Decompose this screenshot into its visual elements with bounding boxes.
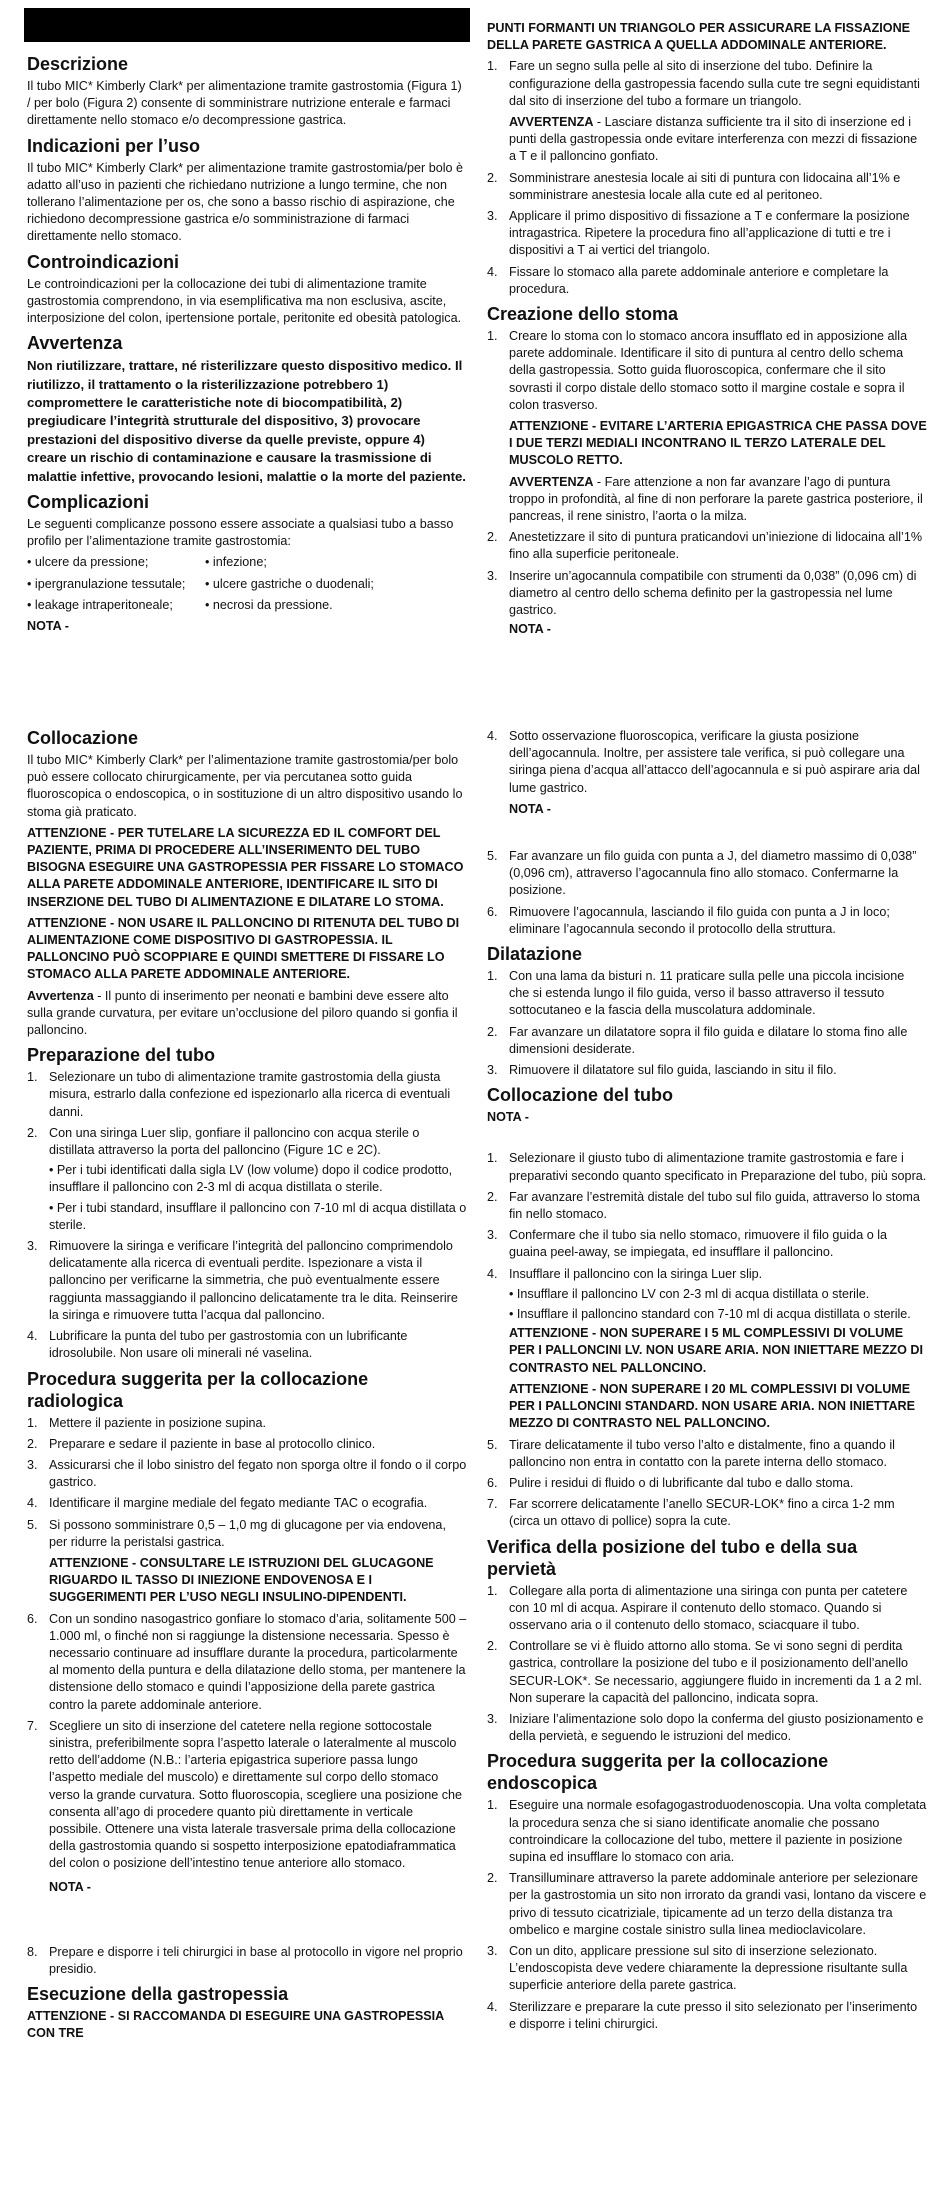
heading-stoma: Creazione dello stoma	[487, 304, 679, 325]
list-item: 3. Assicurarsi che il lobo sinistro del fegato non sporga oltre il fondo o il corpo gastrico.	[27, 1457, 467, 1490]
heading-complicazioni: Complicazioni	[27, 492, 150, 513]
heading-controindicazioni: Controindicazioni	[27, 251, 179, 272]
list-item: 7. Scegliere un sito di inserzione del catetere nella regione sottocostale sinistra, preferibilmente sopra l’aspetto laterale o lateralmente al muscolo retto dell’addome (N.B.: l’arteria epigastrica superiore passa lungo l’aspetto mediale del muscolo) e direttamente sul corpo dello stomaco verso la grande curvatura. Sotto fluoroscopia, scegliere una posizione che consenta all’ago di procedere quanto più direttamente in verticale possibile. Ottenere una vista laterale trasversale prima della collocazione della gastrostomia quando si sospetto interposizione epatodiaframmatica del colon o posizione dell’intestino tenue anteriore allo stomaco. NOTA -	[27, 1718, 467, 1896]
list-item: 2. Controllare se vi è fluido attorno allo stoma. Se vi sono segni di perdita gastrica, controllare la posizione del tubo e il posizionamento dell’anello SECUR-LOK*. Se necessario, aggiungere fluido in incrementi da 1 a 2 ml. Non superare la capacità del palloncino, indicata sopra.	[487, 1639, 923, 1705]
note-complicazioni: NOTA -	[27, 619, 69, 634]
heading-endoscopica: Procedura suggerita per la collocazione endoscopica	[487, 1751, 829, 1794]
sub-item: • Per i tubi identificati dalla sigla LV (low volume) dopo il codice prodotto, insufflare il palloncino con 2-3 ml di acqua distillata o sterile.	[49, 1163, 453, 1195]
heading-preparazione: Preparazione del tubo	[27, 1045, 216, 1066]
text-collocazione: Il tubo MIC* Kimberly Clark* per l’alimentazione tramite gastrostomia/per bolo può essere collocato chirurgicamente, per via percutanea sotto guida fluoroscopica o endoscopica, o in sostituzione di un altro dispositivo usando lo stoma già praticato.	[27, 753, 463, 819]
sub-item: • Per i tubi standard, insufflare il palloncino con 7-10 ml di acqua distillata o sterile.	[49, 1200, 467, 1232]
heading-verifica: Verifica della posizione del tubo e della sua pervietà	[487, 1536, 858, 1579]
list-item: 5. Far avanzare un filo guida con punta a J, del diametro massimo di 0,038” (0,096 cm), attraverso l’agocannula fino allo stomaco. Confermarne la posizione.	[487, 849, 917, 898]
list-item: 1. Creare lo stoma con lo stomaco ancora insufflato ed in apposizione alla parete addominale. Identificare il sito di puntura al centro dello schema della gastropessia. Sotto guida fluoroscopica, confermare che il sito sovrasti il corpo distale dello stomaco sotto il margine costale e sopra il colon trasverso. ATTENZIONE - EVITARE L’ARTERIA EPIGASTRICA CHE PASSA DOVE I DUE TERZI MEDIALI INCONTRANO IL TERZO LATERALE DEL MUSCOLO RETTO. AVVERTENZA - Fare attenzione a non far avanzare l’ago di puntura troppo in profondità, al fine di non perforare la parete gastrica posteriore, il pancreas, il rene sinistro, l’aorta o la milza.	[487, 328, 927, 525]
list-item: 3. Rimuovere la siringa e verificare l’integrità del palloncino comprimendolo delicatamente alla ricerca di eventuali perdite. Ispezionare a vista il palloncino per verificarne la simmetria, che può eventualmente essere raggiunta massaggiando il palloncino delicatamente tra le dita. Reinserire la siringa e rimuovere tutta l’acqua dal palloncino.	[27, 1239, 458, 1322]
note: NOTA -	[487, 1110, 529, 1125]
list-item: 5. Tirare delicatamente il tubo verso l’alto e distalmente, fino a quando il palloncino non entra in contatto con la parete interna dello stomaco.	[487, 1437, 895, 1469]
caution-gastropessia-tre: ATTENZIONE - SI RACCOMANDA DI ESEGUIRE UNA GASTROPESSIA CON TRE	[27, 2009, 444, 2041]
list-item: 3. Con un dito, applicare pressione sul sito di inserzione selezionato. L’endoscopista deve vedere chiaramente la depressione risultante sulla superficie anteriore della parete gastrica.	[487, 1943, 908, 1993]
text-avvertenza: Non riutilizzare, trattare, né risterilizzare questo dispositivo medico. Il riutilizzo, il trattamento o la risterilizzazione potrebbero 1) compromettere le caratteristiche note di biocompatibilità, 2) pregiudicare l’integrità strutturale del dispositivo, 3) provocare prestazioni del dispositivo diverse da quelle previste, oppure 4) creare un rischio di contaminazione e causare la trasmissione di malattie infettive, provocando lesioni, malattie o la morte del paziente.	[27, 358, 466, 484]
list-item: 1. Con una lama da bisturi n. 11 praticare sulla pelle una piccola incisione che si estenda lungo il filo guida, verso il basso attraverso il tessuto sottocutaneo e la fascia della muscolatura addominale.	[487, 969, 905, 1018]
caution-palloncino: ATTENZIONE - NON USARE IL PALLONCINO DI RITENUTA DEL TUBO DI ALIMENTAZIONE COME DISPOSITIVO DI GASTROPESSIA. IL PALLONCINO PUÒ SCOPPIARE E QUINDI SMETTERE DI FISSARE LO STOMACO ALLA PARETE ADDOMINALE ANTERIORE.	[27, 915, 460, 982]
list-item: 2. Somministrare anestesia locale ai siti di puntura con lidocaina all’1% e somministrare anestesia locale alla cute ed al peritoneo.	[487, 170, 901, 202]
heading-indicazioni: Indicazioni per l’uso	[27, 135, 201, 156]
list-item: 4. Sotto osservazione fluoroscopica, verificare la giusta posizione dell’agocannula. Inoltre, per assistere tale verifica, si può collegare una siringa piena d’acqua all’attacco dell’agocannula e si può aspirare aria dal lume gastrico. NOTA -	[487, 728, 927, 818]
caution-arteria: ATTENZIONE - EVITARE L’ARTERIA EPIGASTRICA CHE PASSA DOVE I DUE TERZI MEDIALI INCONTRANO IL TERZO LATERALE DEL MUSCOLO RETTO.	[509, 419, 927, 468]
heading-descrizione: Descrizione	[27, 54, 129, 74]
right-column-bottom	[487, 728, 927, 2037]
list-preparazione	[27, 1069, 467, 1362]
list-item: 8. Prepare e disporre i teli chirurgici in base al protocollo in vigore nel proprio presidio.	[27, 1944, 463, 1976]
list-item: 6. Con un sondino nasogastrico gonfiare lo stomaco d’aria, solitamente 500 – 1.000 ml, o finché non si raggiunge la distensione necessaria. Spesso è necessario continuare ad insufflare durante la procedura, particolarmente al momento della puntura e della dilatazione dello stoma, per mantenere la distensione dello stomaco e quindi l’apposizione della parete gastrica contro la parete addominale anteriore.	[27, 1611, 467, 1712]
list-item: • necrosi da pressione.	[205, 597, 333, 612]
caution-glucagone: ATTENZIONE - CONSULTARE LE ISTRUZIONI DEL GLUCAGONE RIGUARDO IL TASSO DI INIEZIONE ENDOVENOSA E I SUGGERIMENTI PER L’USO NEGLI INSULINO-DIPENDENTI.	[49, 1555, 434, 1605]
list-gastropessia	[487, 58, 927, 298]
text-descrizione: Il tubo MIC* Kimberly Clark* per alimentazione tramite gastrostomia (Figura 1) / per bolo (Figura 2) consente di somministrare nutrizione enterale e farmaci direttamente nello stomaco e/o decompressione gastrica.	[27, 79, 462, 128]
list-item: • ipergranulazione tessutale;	[27, 576, 186, 591]
list-item: 4. Sterilizzare e preparare la cute presso il sito selezionato per l’inserimento e disporre i telini chirurgici.	[487, 1999, 918, 2031]
right-column-top	[487, 20, 927, 643]
list-item: 4. Identificare il margine mediale del fegato mediante TAC o ecografia.	[27, 1496, 428, 1511]
list-endoscopica	[487, 1797, 927, 2033]
note: NOTA -	[509, 801, 551, 816]
left-column-top	[27, 48, 467, 635]
heading-collocazione: Collocazione	[27, 728, 139, 748]
list-item: 2. Anestetizzare il sito di puntura praticandovi un’iniezione di lidocaina all’1% fino alla superficie peritoneale.	[487, 530, 923, 562]
text-controindicazioni: Le controindicazioni per la collocazione dei tubi di alimentazione tramite gastrostomia comprendono, in via esemplificativa ma non esclusiva, ascite, interposizione del colon, ipertensione portale, peritonite ed obesità patologica.	[27, 276, 462, 326]
complications-list	[27, 554, 467, 614]
list-item: 1. Collegare alla porta di alimentazione una siringa con punta per catetere con 10 ml di acqua. Aspirare il contenuto dello stomaco. Quando si osservano aria o il contenuto dello stomaco, sciacquare il tubo.	[487, 1583, 908, 1632]
sub-item: • Insufflare il palloncino standard con 7-10 ml di acqua distillata o sterile.	[509, 1307, 911, 1322]
list-item: 3. Rimuovere il dilatatore sul filo guida, lasciando in situ il filo.	[487, 1063, 837, 1078]
heading-radiologica: Procedura suggerita per la collocazione radiologica	[27, 1368, 369, 1411]
heading-esecuzione-gastropessia: Esecuzione della gastropessia	[27, 1984, 289, 2005]
warning-neonati	[27, 988, 467, 1040]
list-stoma	[487, 328, 927, 638]
heading-collocazione-tubo: Collocazione del tubo	[487, 1085, 674, 1106]
list-item: 3. Inserire un’agocannula compatibile con strumenti da 0,038” (0,096 cm) di diametro al centro dello schema definito per la gastropessia nel lume gastrico. NOTA -	[487, 568, 927, 639]
header-black-bar	[24, 8, 470, 42]
list-item: 2. Transilluminare attraverso la parete addominale anteriore per selezionare per la gastrostomia un sito non irrorato da grandi vasi, lontano da viscere e privo di tessuto cicatriziale, tipicamente ad un terzo della distanza tra ombelico e margine costale sinistro sulla linea medioclavicolare.	[487, 1871, 927, 1937]
note: NOTA -	[49, 1879, 91, 1894]
list-item: 4. Insufflare il palloncino con la siringa Luer slip. • Insufflare il palloncino LV con 2-3 ml di acqua distillata o sterile. • Insufflare il palloncino standard con 7-10 ml di acqua distillata o sterile. ATTENZIONE - NON SUPERARE I 5 ML COMPLESSIVI DI VOLUME PER I PALLONCINI LV. NON USARE ARIA. NON INIETTARE MEZZO DI CONTRASTO NEL PALLONCINO. ATTENZIONE - NON SUPERARE I 20 ML COMPLESSIVI DI VOLUME PER I PALLONCINI STANDARD. NON USARE ARIA. NON INIETTARE MEZZO DI CONTRASTO NEL PALLONCINO.	[487, 1266, 927, 1433]
list-item: 3. Iniziare l’alimentazione solo dopo la conferma del giusto posizionamento e della pervietà, e seguendo le istruzioni del medico.	[487, 1711, 924, 1744]
left-column-bottom	[27, 722, 467, 2047]
list-item: 2. Far avanzare l’estremità distale del tubo sul filo guida, attraverso lo stoma fin nello stomaco.	[487, 1189, 920, 1222]
list-item: 7. Far scorrere delicatamente l’anello SECUR-LOK* fino a circa 1-2 mm (circa un ottavo di pollice) sopra la cute.	[487, 1497, 895, 1529]
warning: AVVERTENZA - Fare attenzione a non far avanzare l’ago di puntura troppo in profondità, al fine di non perforare la parete gastrica posteriore, il pancreas, il rene sinistro, l’aorta o la milza.	[509, 474, 923, 524]
list-item: 6. Pulire i residui di fluido o di lubrificante dal tubo e dallo stoma.	[487, 1475, 854, 1490]
caution-gastropessia: ATTENZIONE - PER TUTELARE LA SICUREZZA ED IL COMFORT DEL PAZIENTE, PRIMA DI PROCEDERE ALL’INSERIMENTO DEL TUBO BISOGNA ESEGUIRE UNA GASTROPESSIA PER FISSARE LO STOMACO ALLA PARETE ADDOMINALE ANTERIORE, IDENTIFICARE IL SITO DI INSERZIONE DEL TUBO DI ALIMENTAZIONE E DILATARE LO STOMA.	[27, 825, 464, 909]
list-item: 6. Rimuovere l’agocannula, lasciando il filo guida con punta a J in loco; eliminare l’agocannula secondo il protocollo della struttura.	[487, 904, 890, 936]
list-item: 1. Fare un segno sulla pelle al sito di inserzione del tubo. Definire la configurazione della gastropessia facendo sulla cute tre segni equidistanti dal sito di inserzione del tubo a formare un triangolo. AVVERTENZA - Lasciare distanza sufficiente tra il sito di inserzione ed i punti della gastropessia onde evitare interferenza con mezzi di fissazione a T e il palloncino gonfiato.	[487, 58, 927, 165]
list-item: 4. Fissare lo stomaco alla parete addominale anteriore e completare la procedura.	[487, 264, 889, 296]
warning: AVVERTENZA - Lasciare distanza sufficiente tra il sito di inserzione ed i punti della gastropessia onde evitare interferenza con mezzi di fissazione a T e il palloncino gonfiato.	[509, 115, 918, 164]
list-verifica	[487, 1583, 927, 1746]
caution-continued: PUNTI FORMANTI UN TRIANGOLO PER ASSICURARE LA FISSAZIONE DELLA PARETE GASTRICA A QUELLA ADDOMINALE ANTERIORE.	[487, 21, 911, 53]
list-collocazione-tubo	[487, 1150, 927, 1530]
list-item: 2. Far avanzare un dilatatore sopra il filo guida e dilatare lo stoma fino alle dimensioni desiderate.	[487, 1024, 908, 1056]
list-item: 1. Mettere il paziente in posizione supina.	[27, 1415, 267, 1430]
heading-dilatazione: Dilatazione	[487, 944, 583, 965]
list-dilatazione	[487, 968, 927, 1079]
list-item: 3. Confermare che il tubo sia nello stomaco, rimuovere il filo guida o la guaina peel-away, se impiegata, ed insufflare il palloncino.	[487, 1228, 887, 1260]
text-complicazioni: Le seguenti complicanze possono essere associate a qualsiasi tubo a basso profilo per l’alimentazione tramite gastrostomia:	[27, 517, 454, 549]
heading-avvertenza: Avvertenza	[27, 333, 123, 354]
list-item: • ulcere da pressione;	[27, 555, 149, 570]
list-item: • infezione;	[205, 555, 267, 570]
caution-standard: ATTENZIONE - NON SUPERARE I 20 ML COMPLESSIVI DI VOLUME PER I PALLONCINI STANDARD. NON USARE ARIA. NON INIETTARE MEZZO DI CONTRASTO NEL PALLONCINO.	[509, 1381, 916, 1431]
list-item: • leakage intraperitoneale;	[27, 597, 173, 612]
list-item: 4. Lubrificare la punta del tubo per gastrostomia con un lubrificante idrosolubile. Non usare oli minerali né vaselina.	[27, 1329, 408, 1361]
text-indicazioni: Il tubo MIC* Kimberly Clark* per alimentazione tramite gastrostomia/per bolo è adatto all’uso in pazienti che richiedano nutrizione a lungo termine, che non tollerano l’alimentazione per os, che sono a basso rischio di aspirazione, che richiedono decompressione gastrica e/o somministrazione di farmaci direttamente nello stomaco.	[27, 160, 464, 244]
sub-item: • Insufflare il palloncino LV con 2-3 ml di acqua distillata o sterile.	[509, 1286, 870, 1301]
caution-lv: ATTENZIONE - NON SUPERARE I 5 ML COMPLESSIVI DI VOLUME PER I PALLONCINI LV. NON USARE ARIA. NON INIETTARE MEZZO DI CONTRASTO NEL PALLONCINO.	[509, 1326, 923, 1375]
warning-label: Avvertenza	[27, 988, 94, 1003]
warning-text: - Il punto di inserimento per neonati e bambini deve essere alto sulla grande curvatura, per evitare un’occlusione del piloro quando si gonfia il palloncino.	[27, 988, 458, 1038]
list-stoma-cont	[487, 728, 927, 938]
note: NOTA -	[509, 622, 551, 637]
list-item: 1. Selezionare un tubo di alimentazione tramite gastrostomia della giusta misura, estrarlo dalla confezione ed ispezionarlo alla ricerca di eventuali danni.	[27, 1070, 451, 1119]
list-item: 1. Eseguire una normale esofagogastroduodenoscopia. Una volta completata la procedura senza che si siano identificate anomalie che possano controindicare la collocazione del tubo, mettere il paziente in posizione supina ed insufflare lo stomaco con aria.	[487, 1798, 927, 1864]
list-item: 2. Con una siringa Luer slip, gonfiare il palloncino con acqua sterile o distillata attraverso la porta del palloncino (Figure 1C e 2C). • Per i tubi identificati dalla sigla LV (low volume) dopo il codice prodotto, insufflare il palloncino con 2-3 ml di acqua distillata o sterile. • Per i tubi standard, insufflare il palloncino con 7-10 ml di acqua distillata o sterile.	[27, 1125, 467, 1234]
list-item: 5. Si possono somministrare 0,5 – 1,0 mg di glucagone per via endovena, per ridurre la peristalsi gastrica. ATTENZIONE - CONSULTARE LE ISTRUZIONI DEL GLUCAGONE RIGUARDO IL TASSO DI INIEZIONE ENDOVENOSA E I SUGGERIMENTI PER L’USO NEGLI INSULINO-DIPENDENTI.	[27, 1517, 467, 1607]
list-item: • ulcere gastriche o duodenali;	[205, 576, 374, 591]
list-radiologica	[27, 1415, 467, 1979]
list-item: 1. Selezionare il giusto tubo di alimentazione tramite gastrostomia e fare i preparativi secondo quanto specificato in Preparazione del tubo, più sopra.	[487, 1151, 927, 1183]
list-item: 3. Applicare il primo dispositivo di fissazione a T e confermare la posizione intragastrica. Ripetere la procedura fino all’applicazione di tutti e tre i dispositivi a T ai vertici del triangolo.	[487, 209, 910, 258]
list-item: 2. Preparare e sedare il paziente in base al protocollo clinico.	[27, 1436, 376, 1451]
